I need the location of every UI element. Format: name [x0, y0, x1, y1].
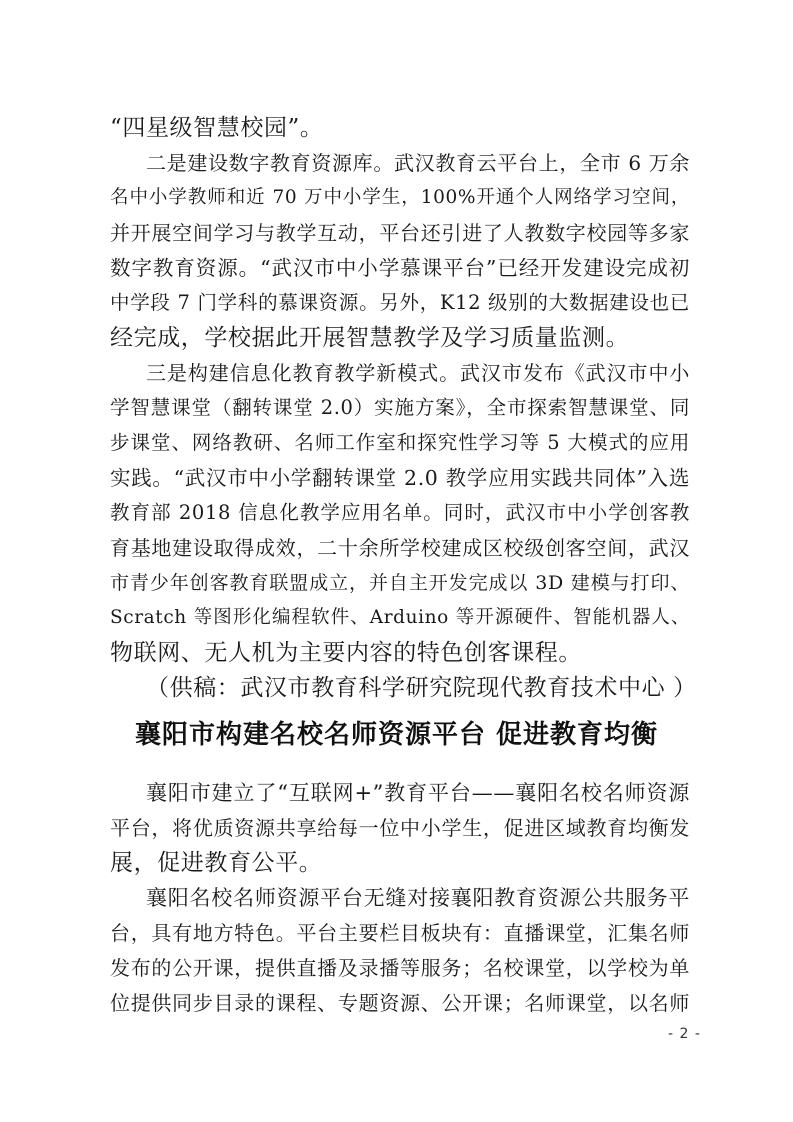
- paragraph-line: 台，具有地方特色。平台主要栏目板块有：直播课堂，汇集名师: [110, 921, 690, 945]
- paragraph-line: 经完成，学校据此开展智慧教学及学习质量监测。: [110, 325, 630, 351]
- paragraph-line: “四星级智慧校园”。: [110, 115, 324, 141]
- paragraph-line: 学智慧课堂（翻转课堂 2.0）实施方案》，全市探索智慧课堂、同: [110, 396, 690, 419]
- source-credit: （供稿：武汉市教育科学研究院现代教育技术中心 ）: [146, 675, 697, 701]
- paragraph-line: 展，促进教育公平。: [110, 850, 323, 876]
- paragraph-line: 育基地建设取得成效，二十余所学校建成区校级创客空间，武汉: [110, 536, 690, 560]
- paragraph-line: 教育部 2018 信息化教学应用名单。同时，武汉市中小学创客教: [110, 501, 690, 524]
- paragraph-line: 位提供同步目录的课程、专题资源、公开课；名师课堂，以名师: [110, 991, 690, 1015]
- paragraph-line: 名中小学教师和近 70 万中小学生，100%开通个人网络学习空间，: [110, 187, 690, 208]
- paragraph-line: 中学段 7 门学科的慕课资源。另外，K12 级别的大数据建设也已: [110, 291, 690, 314]
- paragraph-line: 二是建设数字教育资源库。武汉教育云平台上，全市 6 万余: [146, 151, 690, 175]
- paragraph-line: 发布的公开课，提供直播及录播等服务；名校课堂，以学校为单: [110, 956, 690, 980]
- paragraph-line: 步课堂、网络教研、名师工作室和探究性学习等 5 大模式的应用: [110, 431, 690, 454]
- section-heading: 襄阳市构建名校名师资源平台 促进教育均衡: [134, 720, 659, 750]
- paragraph-line: 数字教育资源。“武汉市中小学慕课平台”已经开发建设完成初: [110, 256, 690, 280]
- page-number: - 2 -: [668, 1026, 701, 1042]
- paragraph-line: 市青少年创客教育联盟成立，并自主开发完成以 3D 建模与打印、: [110, 572, 690, 594]
- paragraph-line: 物联网、无人机为主要内容的特色创客课程。: [110, 640, 582, 666]
- paragraph-line: 平台，将优质资源共享给每一位中小学生，促进区域教育均衡发: [110, 816, 690, 840]
- paragraph-line: Scratch 等图形化编程软件、Arduino 等开源硬件、智能机器人、: [110, 607, 690, 628]
- paragraph-line: 实践。“武汉市中小学翻转课堂 2.0 教学应用实践共同体”入选: [110, 466, 690, 490]
- paragraph-line: 襄阳市建立了“互联网+”教育平台——襄阳名校名师资源: [146, 781, 690, 805]
- paragraph-line: 并开展空间学习与教学互动，平台还引进了人教数字校园等多家: [110, 221, 690, 245]
- paragraph-line: 襄阳名校名师资源平台无缝对接襄阳教育资源公共服务平: [146, 886, 690, 910]
- paragraph-line: 三是构建信息化教育教学新模式。武汉市发布《武汉市中小: [146, 361, 690, 385]
